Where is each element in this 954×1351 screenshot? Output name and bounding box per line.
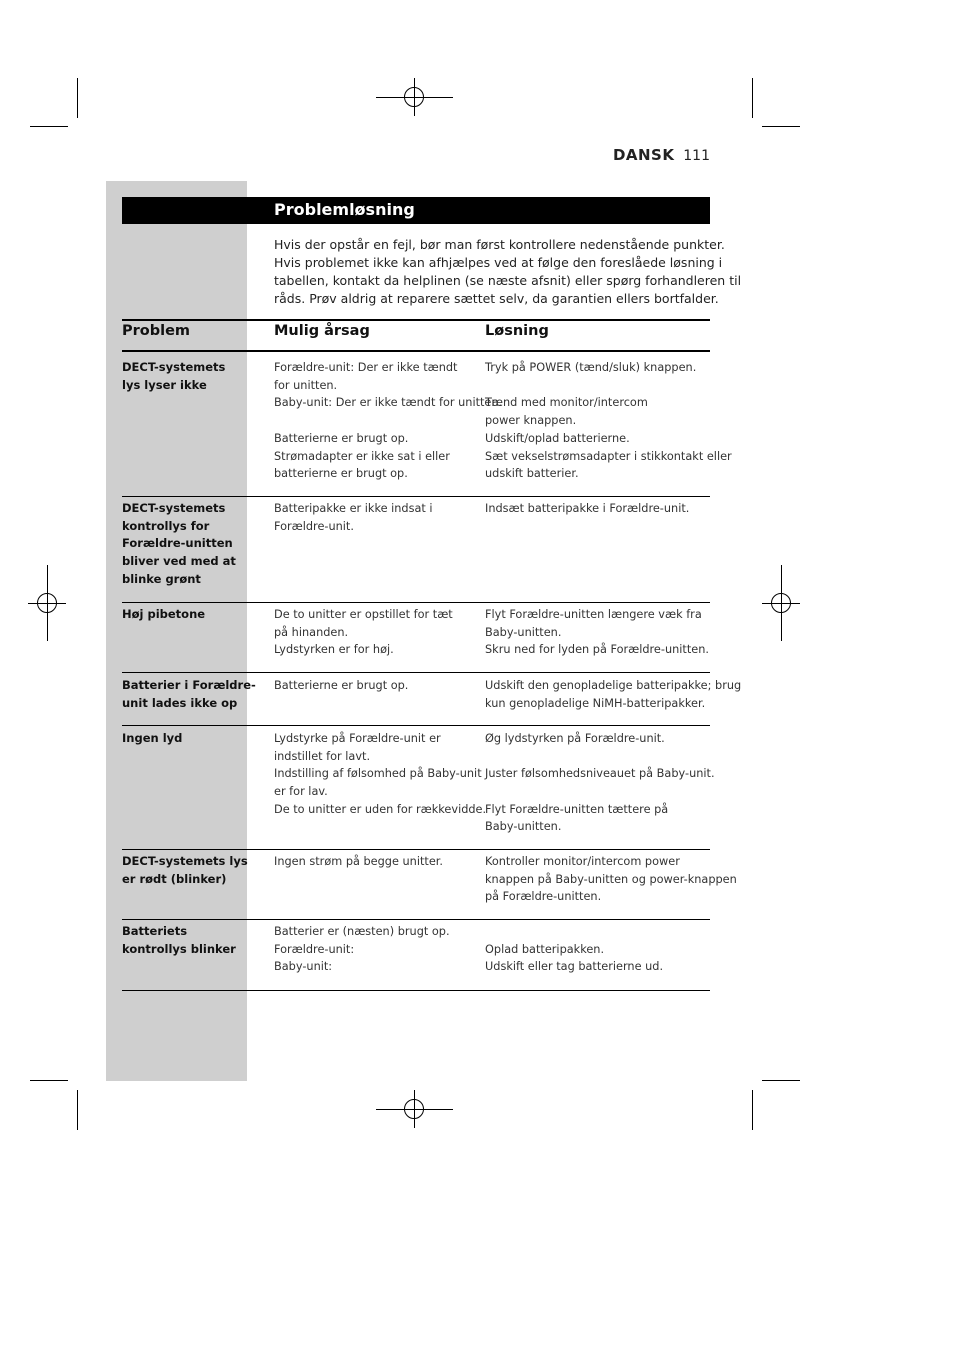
cell-problem bbox=[122, 923, 246, 958]
row-divider bbox=[122, 602, 710, 603]
cause-line: er for lav. bbox=[274, 785, 328, 799]
intro-paragraph bbox=[274, 236, 742, 308]
intro-line: Hvis problemet ikke kan afhjælpes ved at følge den foreslåede løsning i bbox=[274, 255, 723, 270]
cause-line: Forældre-unit. bbox=[274, 519, 354, 533]
cell-solution bbox=[485, 730, 715, 836]
problem-line: bliver ved med at bbox=[122, 554, 236, 569]
problem-line: unit lades ikke op bbox=[122, 695, 238, 710]
cell-solution bbox=[485, 500, 715, 518]
solution-line: kun genopladelige NiMH-batteripakker. bbox=[485, 696, 706, 710]
page-number: 111 bbox=[683, 148, 710, 164]
cell-solution bbox=[485, 359, 732, 483]
solution-line: på Forældre-unitten. bbox=[485, 890, 602, 904]
cell-solution bbox=[485, 923, 715, 976]
solution-line bbox=[485, 783, 715, 801]
row-divider bbox=[122, 672, 710, 673]
cause-line: for unitten. bbox=[274, 378, 338, 392]
problem-line: Forældre-unitten bbox=[122, 536, 233, 551]
solution-line: Flyt Forældre-unitten længere væk fra bbox=[485, 608, 702, 621]
language-label: DANSK bbox=[612, 146, 675, 164]
problem-line: Høj pibetone bbox=[122, 607, 206, 621]
cause-line: Ingen strøm på begge unitter. bbox=[274, 855, 443, 868]
problem-line: Batteriets bbox=[122, 924, 188, 938]
row-divider bbox=[122, 725, 710, 726]
crop-mark bbox=[77, 78, 78, 118]
intro-line: tabellen, kontakt da helplinen (se næste afsnit) eller spørg forhandleren til bbox=[274, 273, 742, 288]
cause-line: Indstilling af følsomhed på Baby-unit bbox=[274, 767, 482, 781]
solution-line: power knappen. bbox=[485, 414, 577, 428]
section-title: Problemløsning bbox=[274, 200, 415, 219]
solution-line: Kontroller monitor/intercom power bbox=[485, 855, 680, 868]
problem-line: blinke grønt bbox=[122, 571, 201, 586]
solution-line: Juster følsomhedsniveauet på Baby-unit. bbox=[485, 767, 715, 781]
solution-line bbox=[485, 377, 715, 395]
table-top-rule bbox=[122, 319, 710, 321]
column-header-problem: Problem bbox=[122, 323, 191, 339]
problem-line: lys lyser ikke bbox=[122, 377, 207, 392]
crop-mark bbox=[30, 1080, 68, 1081]
solution-line: Sæt vekselstrømsadapter i stikkontakt eller bbox=[485, 449, 732, 463]
solution-line: Oplad batteripakken. bbox=[485, 942, 605, 956]
cell-solution bbox=[485, 853, 737, 906]
cell-cause bbox=[274, 606, 480, 659]
cell-solution bbox=[485, 677, 742, 712]
problem-line: Ingen lyd bbox=[122, 731, 183, 745]
cause-line: Baby-unit: Der er ikke tændt for unitten. bbox=[274, 396, 503, 410]
problem-line: DECT-systemets lys bbox=[122, 854, 248, 868]
problem-line: kontrollys for bbox=[122, 518, 210, 533]
crop-mark bbox=[762, 1080, 800, 1081]
problem-line: er rødt (blinker) bbox=[122, 871, 227, 886]
solution-line: Flyt Forældre-unitten tættere på bbox=[485, 802, 669, 816]
intro-line: råds. Prøv aldrig at reparere sættet selv, da garantien ellers bortfalder. bbox=[274, 291, 719, 306]
cell-problem bbox=[122, 730, 246, 748]
cause-line: Batterierne er brugt op. bbox=[274, 679, 409, 692]
row-divider bbox=[122, 990, 710, 991]
cause-line: Batterierne er brugt op. bbox=[274, 431, 409, 445]
cell-cause bbox=[274, 359, 503, 483]
solution-line bbox=[485, 748, 715, 766]
cause-line: Forældre-unit: Der er ikke tændt bbox=[274, 361, 458, 374]
solution-line bbox=[485, 923, 715, 941]
cause-line: Baby-unit: bbox=[274, 960, 333, 974]
cause-line: Lydstyrke på Forældre-unit er bbox=[274, 732, 441, 745]
problem-line: DECT-systemets bbox=[122, 360, 226, 374]
solution-line: Tænd med monitor/intercom bbox=[485, 396, 648, 410]
cell-problem bbox=[122, 500, 246, 589]
registration-circle bbox=[404, 1099, 424, 1119]
solution-line: Udskift den genopladelige batteripakke; brug bbox=[485, 679, 742, 692]
section-title-bar bbox=[122, 197, 710, 224]
page-header bbox=[613, 146, 710, 164]
crop-mark bbox=[762, 126, 800, 127]
column-header-cause: Mulig årsag bbox=[274, 323, 370, 339]
crop-mark bbox=[752, 78, 753, 118]
registration-circle bbox=[771, 593, 791, 613]
cause-line: De to unitter er opstillet for tæt bbox=[274, 608, 453, 621]
cell-problem bbox=[122, 853, 246, 888]
solution-line: Baby-unitten. bbox=[485, 820, 562, 834]
solution-line: Indsæt batteripakke i Forældre-unit. bbox=[485, 502, 690, 515]
cell-problem bbox=[122, 359, 246, 394]
solution-line: Baby-unitten. bbox=[485, 625, 562, 639]
row-divider bbox=[122, 849, 710, 850]
cause-line: på hinanden. bbox=[274, 625, 349, 639]
intro-line: Hvis der opstår en fejl, bør man først kontrollere nedenstående punkter. bbox=[274, 237, 725, 252]
cause-line: Forældre-unit: bbox=[274, 942, 355, 956]
cell-cause bbox=[274, 853, 480, 871]
solution-line: Udskift eller tag batterierne ud. bbox=[485, 960, 664, 974]
problem-line: DECT-systemets bbox=[122, 501, 226, 515]
solution-line: Øg lydstyrken på Forældre-unit. bbox=[485, 732, 665, 745]
table-header-rule bbox=[122, 350, 710, 352]
cell-cause bbox=[274, 500, 480, 535]
cell-problem bbox=[122, 677, 256, 712]
row-divider bbox=[122, 496, 710, 497]
solution-line: Tryk på POWER (tænd/sluk) knappen. bbox=[485, 361, 697, 374]
cause-line: indstillet for lavt. bbox=[274, 749, 371, 763]
crop-mark bbox=[77, 1090, 78, 1130]
cell-cause bbox=[274, 730, 487, 819]
crop-mark bbox=[752, 1090, 753, 1130]
problem-line: Batterier i Forældre- bbox=[122, 678, 256, 692]
registration-circle bbox=[404, 87, 424, 107]
cause-line: Batterier er (næsten) brugt op. bbox=[274, 925, 450, 938]
crop-mark bbox=[30, 126, 68, 127]
cell-problem bbox=[122, 606, 246, 624]
problem-line: kontrollys blinker bbox=[122, 941, 236, 956]
solution-line: knappen på Baby-unitten og power-knappen bbox=[485, 872, 737, 886]
cause-line bbox=[274, 412, 480, 430]
registration-circle bbox=[37, 593, 57, 613]
solution-line: Skru ned for lyden på Forældre-unitten. bbox=[485, 643, 709, 657]
row-divider bbox=[122, 919, 710, 920]
cause-line: Strømadapter er ikke sat i eller bbox=[274, 449, 450, 463]
cause-line: Lydstyrken er for høj. bbox=[274, 643, 394, 657]
solution-line: udskift batterier. bbox=[485, 467, 579, 481]
cell-cause bbox=[274, 923, 480, 976]
cause-line: De to unitter er uden for rækkevidde. bbox=[274, 802, 487, 816]
column-header-solution: Løsning bbox=[485, 323, 549, 339]
cause-line: batterierne er brugt op. bbox=[274, 467, 408, 481]
cell-cause bbox=[274, 677, 480, 695]
cell-solution bbox=[485, 606, 715, 659]
solution-line: Udskift/oplad batterierne. bbox=[485, 431, 630, 445]
cause-line: Batteripakke er ikke indsat i bbox=[274, 502, 433, 515]
